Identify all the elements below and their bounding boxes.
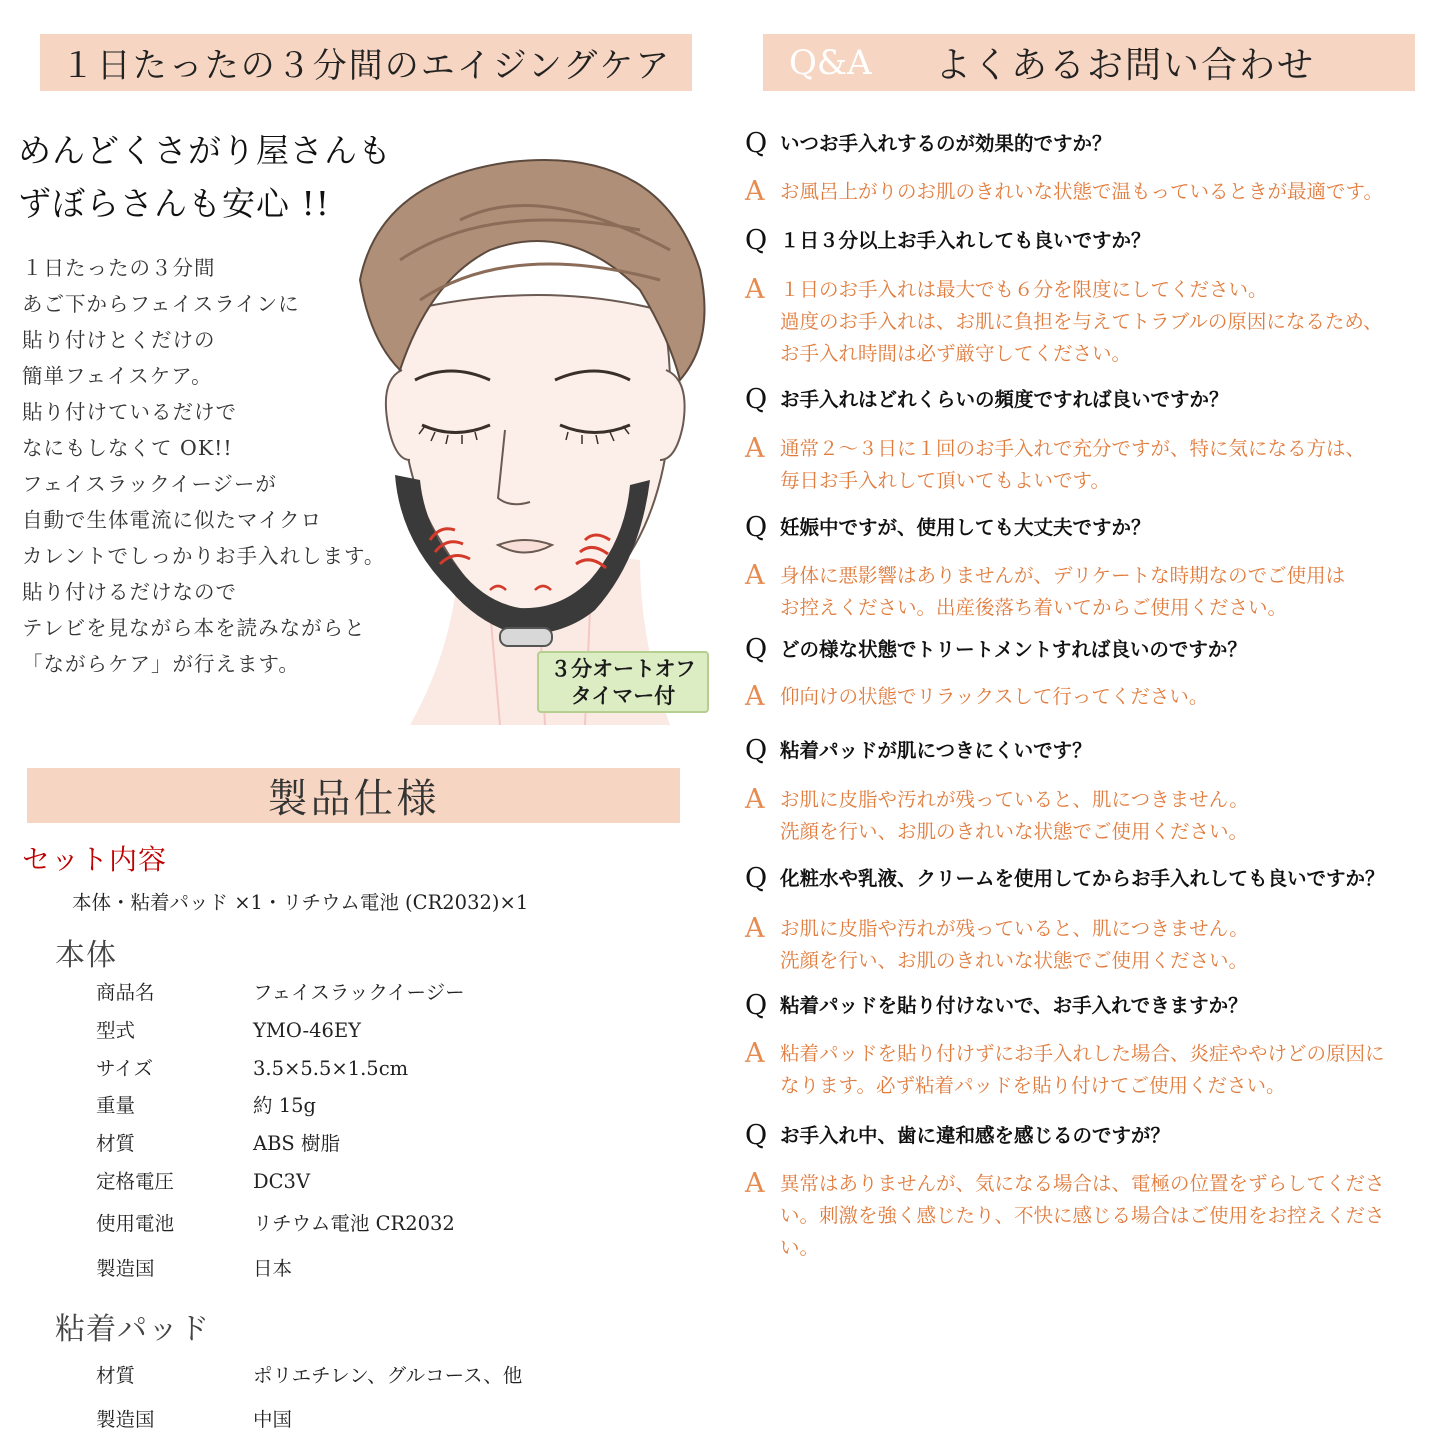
spec-value: DC3V <box>253 1170 311 1193</box>
timer-badge <box>537 651 709 713</box>
spec-key: 材質 <box>96 1364 136 1387</box>
spec-value: ポリエチレン、グルコース、他 <box>253 1364 523 1387</box>
answer-marker: A <box>745 274 765 305</box>
intro-line: 貼り付けるだけなので <box>22 580 237 604</box>
spec-key: 重量 <box>96 1094 136 1117</box>
qa-question <box>745 1120 1435 1151</box>
set-contents-text: 本体・粘着パッド ×1・リチウム電池 (CR2032)×1 <box>72 891 529 914</box>
question-text: 粘着パッドが肌につきにくいです？ <box>780 739 1092 762</box>
answer-text <box>780 1168 1385 1264</box>
body-spec-heading: 本体 <box>55 938 117 973</box>
qa-answer <box>745 560 1435 624</box>
qa-question <box>745 863 1435 894</box>
answer-marker: A <box>745 176 765 207</box>
answer-text <box>780 784 1249 848</box>
answer-marker: A <box>745 784 765 815</box>
answer-marker: A <box>745 1038 765 1069</box>
question-marker: Q <box>745 863 768 894</box>
spec-row <box>96 1404 292 1432</box>
spec-key: 定格電圧 <box>96 1170 175 1193</box>
spec-key: 商品名 <box>96 981 155 1004</box>
qa-answer <box>745 784 1435 848</box>
answer-line: 過度のお手入れは、お肌に負担を与えてトラブルの原因になるため、 <box>780 310 1383 333</box>
qa-question <box>745 990 1435 1021</box>
face-illustration <box>340 140 720 730</box>
spec-row <box>96 1128 340 1156</box>
question-marker: Q <box>745 384 768 415</box>
question-marker: Q <box>745 1120 768 1151</box>
spec-row <box>96 1015 361 1043</box>
intro-line: １日たったの３分間 <box>22 256 216 280</box>
qa-question <box>745 225 1435 256</box>
set-contents-title: セット内容 <box>22 843 168 876</box>
qa-answer <box>745 1038 1435 1102</box>
spec-value: フェイスラックイージー <box>253 981 465 1004</box>
answer-line: 洗顔を行い、お肌のきれいな状態でご使用ください。 <box>780 820 1249 843</box>
intro-line: 簡単フェイスケア。 <box>22 364 213 388</box>
question-text: お手入れ中、歯に違和感を感じるのですが？ <box>780 1124 1171 1147</box>
answer-line: お肌に皮脂や汚れが残っていると、肌につきません。 <box>780 788 1249 811</box>
spec-key: 材質 <box>96 1132 136 1155</box>
qa-answer <box>745 176 1435 208</box>
intro-line: フェイスラックイージーが <box>22 472 277 496</box>
aging-care-banner-title: １日たったの３分間のエイジングケア <box>60 46 672 86</box>
question-text: いつお手入れするのが効果的ですか？ <box>780 132 1112 155</box>
answer-text <box>780 1038 1385 1102</box>
headline <box>18 124 392 230</box>
spec-value: リチウム電池 CR2032 <box>253 1212 455 1235</box>
answer-line: い。 <box>780 1236 820 1259</box>
answer-marker: A <box>745 560 765 591</box>
device-controller <box>500 628 552 646</box>
headline-line: ずぼらさんも安心 !! <box>18 184 331 223</box>
answer-marker: A <box>745 433 765 464</box>
spec-banner-title: 製品仕様 <box>267 776 440 822</box>
qa-answer <box>745 433 1435 497</box>
spec-row <box>96 977 465 1005</box>
answer-marker: A <box>745 681 765 712</box>
question-marker: Q <box>745 128 768 159</box>
qa-banner-tag: Q&A <box>789 42 872 83</box>
spec-row <box>96 1360 522 1388</box>
qa-question <box>745 512 1435 543</box>
spec-value: 中国 <box>253 1408 293 1431</box>
answer-line: お手入れ時間は必ず厳守してください。 <box>780 342 1132 365</box>
intro-line: あご下からフェイスラインに <box>22 292 300 316</box>
question-marker: Q <box>745 634 768 665</box>
spec-key: 使用電池 <box>96 1212 175 1235</box>
answer-marker: A <box>745 913 765 944</box>
answer-line: 洗顔を行い、お肌のきれいな状態でご使用ください。 <box>780 949 1249 972</box>
intro-line: 「ながらケア」が行えます。 <box>22 652 300 676</box>
question-text: お手入れはどれくらいの頻度ですれば良いですか？ <box>780 388 1229 411</box>
spec-row <box>96 1166 310 1194</box>
question-text: 化粧水や乳液、クリームを使用してからお手入れしても良いですか？ <box>780 867 1385 890</box>
qa-question <box>745 634 1435 665</box>
spec-row <box>96 1053 408 1081</box>
spec-key: 製造国 <box>96 1408 155 1431</box>
spec-key: サイズ <box>96 1057 153 1080</box>
answer-line: お肌に皮脂や汚れが残っていると、肌につきません。 <box>780 917 1249 940</box>
headline-line: めんどくさがり屋さんも <box>18 131 392 170</box>
spec-row <box>96 1090 316 1118</box>
qa-question <box>745 128 1435 159</box>
timer-badge-line: ３分オートオフ <box>550 657 696 681</box>
answer-line: 仰向けの状態でリラックスして行ってください。 <box>780 685 1209 708</box>
qa-banner <box>763 34 1415 91</box>
spec-key: 型式 <box>96 1019 136 1042</box>
question-marker: Q <box>745 735 768 766</box>
answer-line: １日のお手入れは最大でも６分を限度にしてください。 <box>780 278 1268 301</box>
spec-value: 約 15g <box>253 1094 316 1117</box>
question-text: １日３分以上お手入れしても良いですか？ <box>780 229 1151 252</box>
question-text: 粘着パッドを貼り付けないで、お手入れできますか？ <box>780 994 1248 1017</box>
spec-key: 製造国 <box>96 1257 155 1280</box>
question-marker: Q <box>745 512 768 543</box>
qa-question <box>745 384 1435 415</box>
answer-text <box>780 433 1365 497</box>
intro-line: 貼り付けているだけで <box>22 400 237 424</box>
spec-row <box>96 1208 455 1236</box>
intro-line: 自動で生体電流に似たマイクロ <box>22 508 323 532</box>
answer-line: 異常はありませんが、気になる場合は、電極の位置をずらしてくださ <box>780 1172 1385 1195</box>
answer-line: お風呂上がりのお肌のきれいな状態で温もっているときが最適です。 <box>780 180 1383 203</box>
qa-answer <box>745 1168 1435 1264</box>
answer-line: 身体に悪影響はありませんが、デリケートな時期なのでご使用は <box>780 564 1346 587</box>
answer-line: 粘着パッドを貼り付けずにお手入れした場合、炎症ややけどの原因に <box>780 1042 1385 1065</box>
spec-value: YMO-46EY <box>253 1019 362 1042</box>
answer-text <box>780 681 1208 713</box>
spec-value: ABS 樹脂 <box>253 1132 340 1155</box>
answer-line: 通常２～３日に１回のお手入れで充分ですが、特に気になる方は、 <box>780 437 1366 460</box>
intro-text <box>22 250 385 682</box>
answer-marker: A <box>745 1168 765 1199</box>
qa-banner-title: よくあるお問い合わせ <box>935 45 1316 86</box>
qa-answer <box>745 681 1435 713</box>
answer-text <box>780 274 1383 370</box>
answer-line: お控えください。出産後落ち着いてからご使用ください。 <box>780 596 1288 619</box>
answer-text <box>780 560 1345 624</box>
spec-row <box>96 1253 292 1281</box>
qa-question <box>745 735 1435 766</box>
answer-text <box>780 176 1383 208</box>
spec-value: 3.5×5.5×1.5cm <box>253 1057 409 1080</box>
qa-answer <box>745 274 1435 370</box>
qa-answer <box>745 913 1435 977</box>
intro-line: なにもしなくて OK!! <box>22 436 233 460</box>
spec-banner <box>27 768 680 823</box>
answer-text <box>780 913 1249 977</box>
intro-line: テレビを見ながら本を読みながらと <box>22 616 366 640</box>
question-marker: Q <box>745 225 768 256</box>
spec-value: 日本 <box>253 1257 293 1280</box>
answer-line: なります。必ず粘着パッドを貼り付けてご使用ください。 <box>780 1074 1286 1097</box>
timer-badge-line: タイマー付 <box>570 684 676 708</box>
answer-line: い。刺激を強く感じたり、不快に感じる場合はご使用をお控えくださ <box>780 1204 1385 1227</box>
question-marker: Q <box>745 990 768 1021</box>
pad-spec-heading: 粘着パッド <box>55 1312 210 1347</box>
intro-line: 貼り付けとくだけの <box>22 328 216 352</box>
intro-line: カレントでしっかりお手入れします。 <box>22 544 386 568</box>
question-text: 妊娠中ですが、使用しても大丈夫ですか？ <box>780 516 1151 539</box>
aging-care-banner <box>40 34 692 91</box>
answer-line: 毎日お手入れして頂いてもよいです。 <box>780 469 1110 492</box>
question-text: どの様な状態でトリートメントすれば良いのですか？ <box>780 638 1247 661</box>
